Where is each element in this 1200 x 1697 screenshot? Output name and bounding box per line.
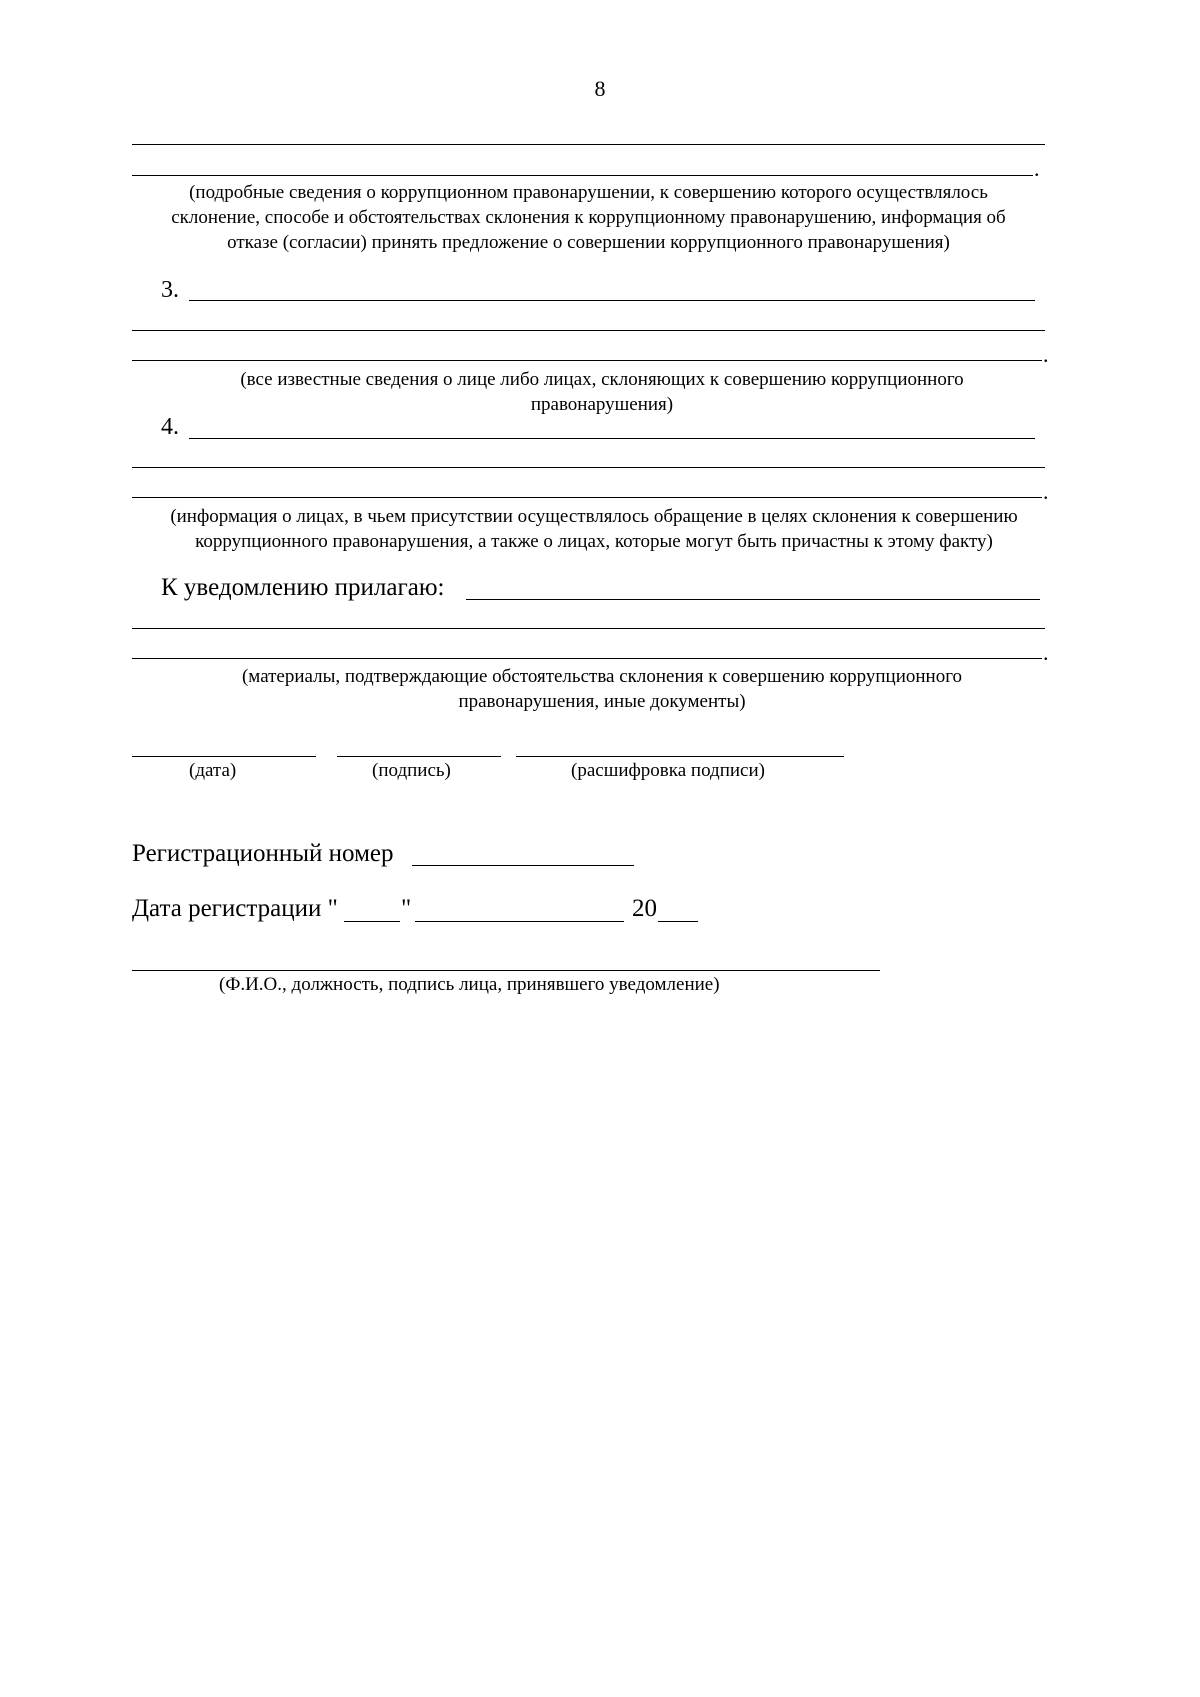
- text-line: [132, 330, 1045, 331]
- attachments-caption: [132, 664, 1072, 714]
- caption-line: правонарушения, иные документы): [458, 691, 746, 712]
- registration-date-quote: ": [401, 895, 412, 922]
- text-line: [132, 467, 1045, 468]
- signature-caption: (подпись): [372, 760, 451, 781]
- decoding-line: [516, 756, 844, 757]
- registration-month-line: [415, 921, 624, 922]
- text-line: [132, 628, 1045, 629]
- attachments-label: К уведомлению прилагаю:: [161, 574, 445, 601]
- line-end-dot: .: [1034, 156, 1040, 181]
- registration-day-line: [344, 921, 400, 922]
- item4-number: 4.: [161, 414, 179, 440]
- signature-line: [337, 756, 501, 757]
- section2-caption: [132, 180, 1045, 255]
- line-end-dot: .: [1043, 640, 1049, 665]
- registration-year-prefix: 20: [632, 895, 657, 922]
- attachments-input-line: [466, 599, 1040, 600]
- caption-line: склонение, способе и обстоятельствах склонения к коррупционному правонарушению, информация об: [171, 207, 1006, 228]
- caption-line: (материалы, подтверждающие обстоятельства склонения к совершению коррупционного: [241, 666, 963, 687]
- registration-year-line: [658, 921, 698, 922]
- caption-line: отказе (согласии) принять предложение о совершении коррупционного правонарушения): [227, 232, 950, 253]
- caption-line: (все известные сведения о лице либо лицах, склоняющих к совершению коррупционного: [240, 369, 964, 390]
- date-signature-line: [132, 756, 316, 757]
- text-line: [132, 360, 1042, 361]
- date-caption: (дата): [189, 760, 237, 781]
- item3-input-line: [189, 300, 1035, 301]
- registration-number-label: Регистрационный номер: [132, 840, 394, 867]
- decoding-caption: (расшифровка подписи): [571, 760, 765, 781]
- caption-line: (информация о лицах, в чьем присутствии осуществлялось обращение в целях склонения к совершению: [170, 506, 1018, 527]
- line-end-dot: .: [1043, 342, 1049, 367]
- caption-line: коррупционного правонарушения, а также о лицах, которые могут быть причастны к этому факту): [195, 531, 993, 552]
- page-number: 8: [594, 76, 606, 101]
- item3-caption: [132, 367, 1072, 417]
- text-line: [132, 658, 1042, 659]
- text-line: [132, 497, 1042, 498]
- caption-line: (подробные сведения о коррупционном правонарушении, к совершению которого осуществлялось: [189, 182, 988, 203]
- registration-date-label: Дата регистрации ": [132, 895, 338, 922]
- item3-number: 3.: [161, 277, 179, 303]
- receiver-line: [132, 970, 880, 971]
- receiver-caption: (Ф.И.О., должность, подпись лица, принявшего уведомление): [219, 974, 720, 995]
- item4-input-line: [189, 438, 1035, 439]
- registration-number-line: [412, 865, 634, 866]
- line-end-dot: .: [1043, 479, 1049, 504]
- text-line: [132, 144, 1045, 145]
- text-line: [132, 175, 1033, 176]
- caption-line: правонарушения): [530, 394, 674, 415]
- item4-caption: [132, 504, 1056, 554]
